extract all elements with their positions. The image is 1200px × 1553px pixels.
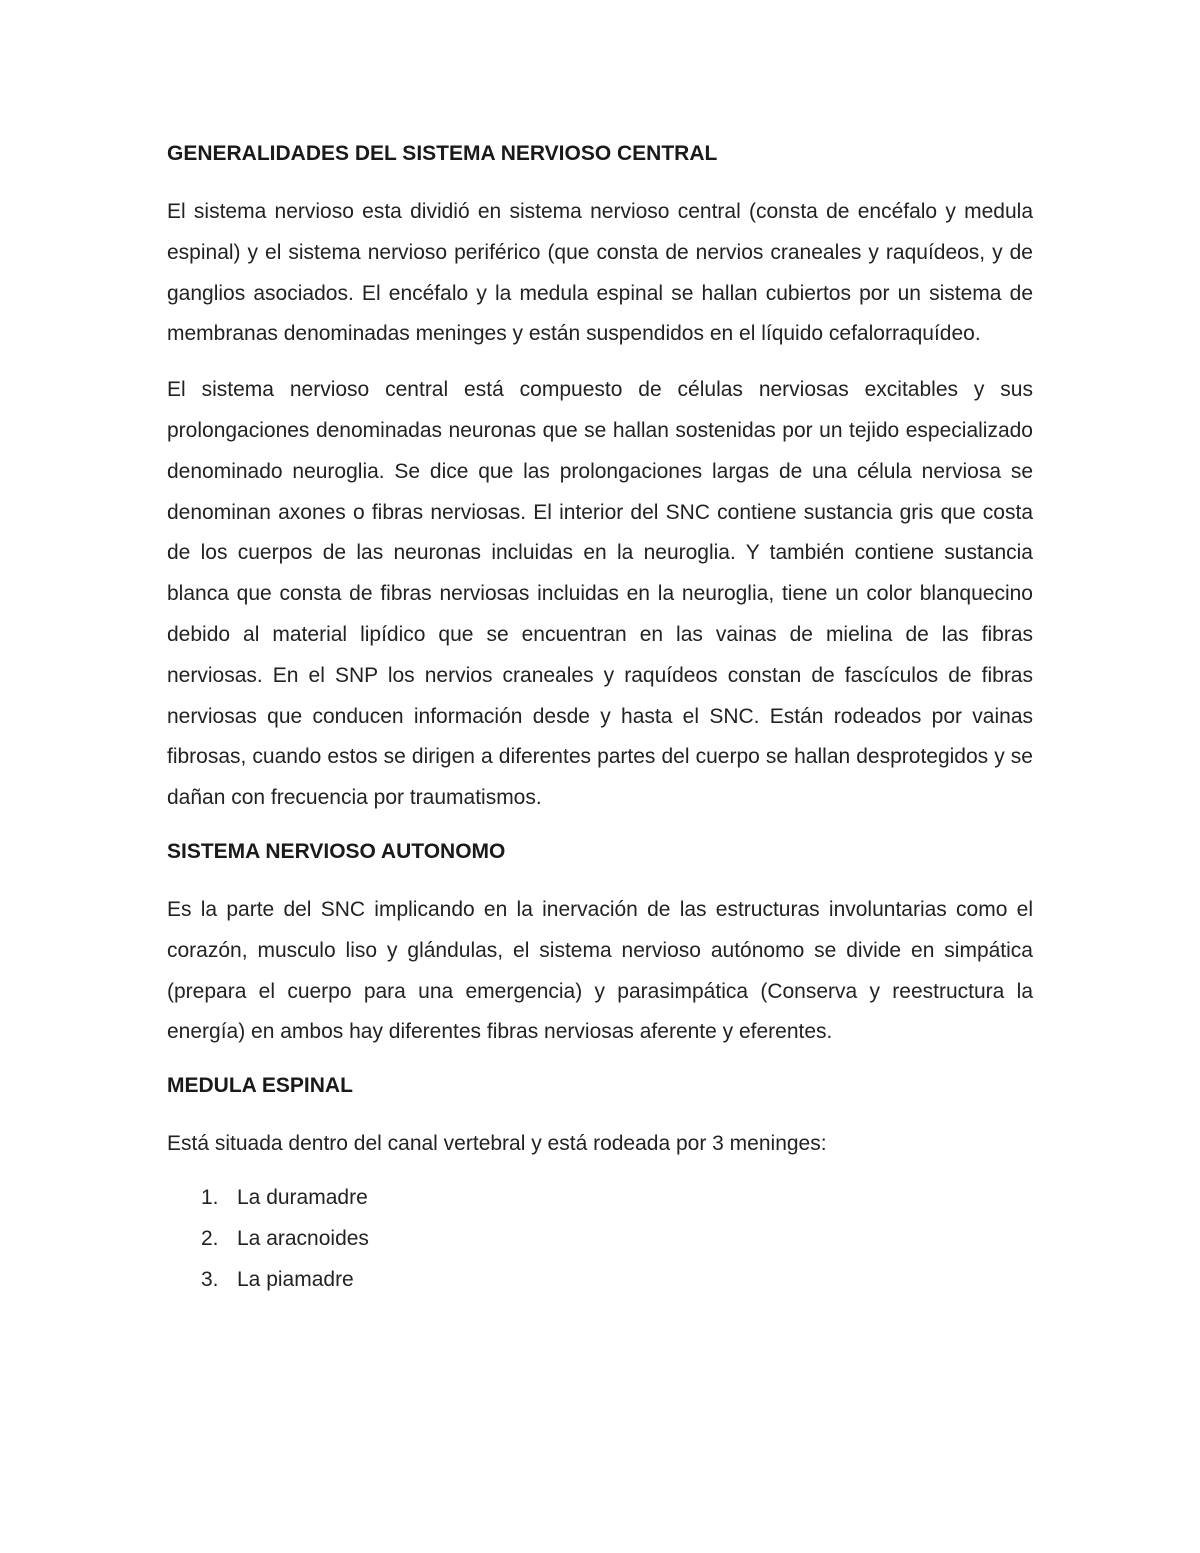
paragraph-snc-composicion: El sistema nervioso central está compuesto de células nerviosas excitables y sus prolongaciones denominadas neuronas que se hallan sostenidas por un tejido especializado denominado neuroglia. Se dice que las prolongaciones largas de una célula nerviosa se denominan axones o fibras nerviosas. El interior del SNC contiene sustancia gris que costa de los cuerpos de las neuronas incluidas en la neuroglia. Y también contiene sustancia blanca que consta de fibras nerviosas incluidas en la neuroglia, tiene un color blanquecino debido al material lipídico que se encuentran en las vainas de mielina de las fibras nerviosas. En el SNP los nervios craneales y raquídeos constan de fascículos de fibras nerviosas que conducen información desde y hasta el SNC. Están rodeados por vainas fibrosas, cuando estos se dirigen a diferentes partes del cuerpo se hallan desprotegidos y se dañan con frecuencia por traumatismos.	[167, 378, 1033, 810]
heading-generalidades: GENERALIDADES DEL SISTEMA NERVIOSO CENTRAL	[167, 142, 718, 165]
meninges-list	[167, 1178, 1033, 1300]
paragraph-sna-descripcion: Es la parte del SNC implicando en la inervación de las estructuras involuntarias como el corazón, musculo liso y glándulas, el sistema nervioso autónomo se divide en simpática (prepara el cuerpo para una emergencia) y parasimpática (Conserva y reestructura la energía) en ambos hay diferentes fibras nerviosas aferente y eferentes.	[167, 897, 1033, 1044]
list-item	[167, 1260, 1033, 1301]
list-item-number: 2.	[201, 1226, 219, 1250]
list-item-number: 1.	[201, 1185, 219, 1209]
paragraph-medula-ubicacion: Está situada dentro del canal vertebral y está rodeada por 3 meninges:	[167, 1132, 827, 1156]
list-item	[167, 1219, 1033, 1260]
list-item-text: La duramadre	[237, 1185, 368, 1209]
list-item-text: La aracnoides	[237, 1226, 369, 1250]
list-item	[167, 1178, 1033, 1219]
heading-sistema-nervioso-autonomo: SISTEMA NERVIOSO AUTONOMO	[167, 839, 506, 863]
paragraph-sistema-nervioso-division: El sistema nervioso esta dividió en sistema nervioso central (consta de encéfalo y medula espinal) y el sistema nervioso periférico (que consta de nervios craneales y raquídeos, y de ganglios asociados. El encéfalo y la medula espinal se hallan cubiertos por un sistema de membranas denominadas meninges y están suspendidos en el líquido cefalorraquídeo.	[167, 200, 1033, 346]
heading-medula-espinal: MEDULA ESPINAL	[167, 1074, 353, 1098]
list-item-number: 3.	[201, 1267, 219, 1291]
document-page	[167, 137, 1033, 1300]
list-item-text: La piamadre	[237, 1267, 354, 1291]
